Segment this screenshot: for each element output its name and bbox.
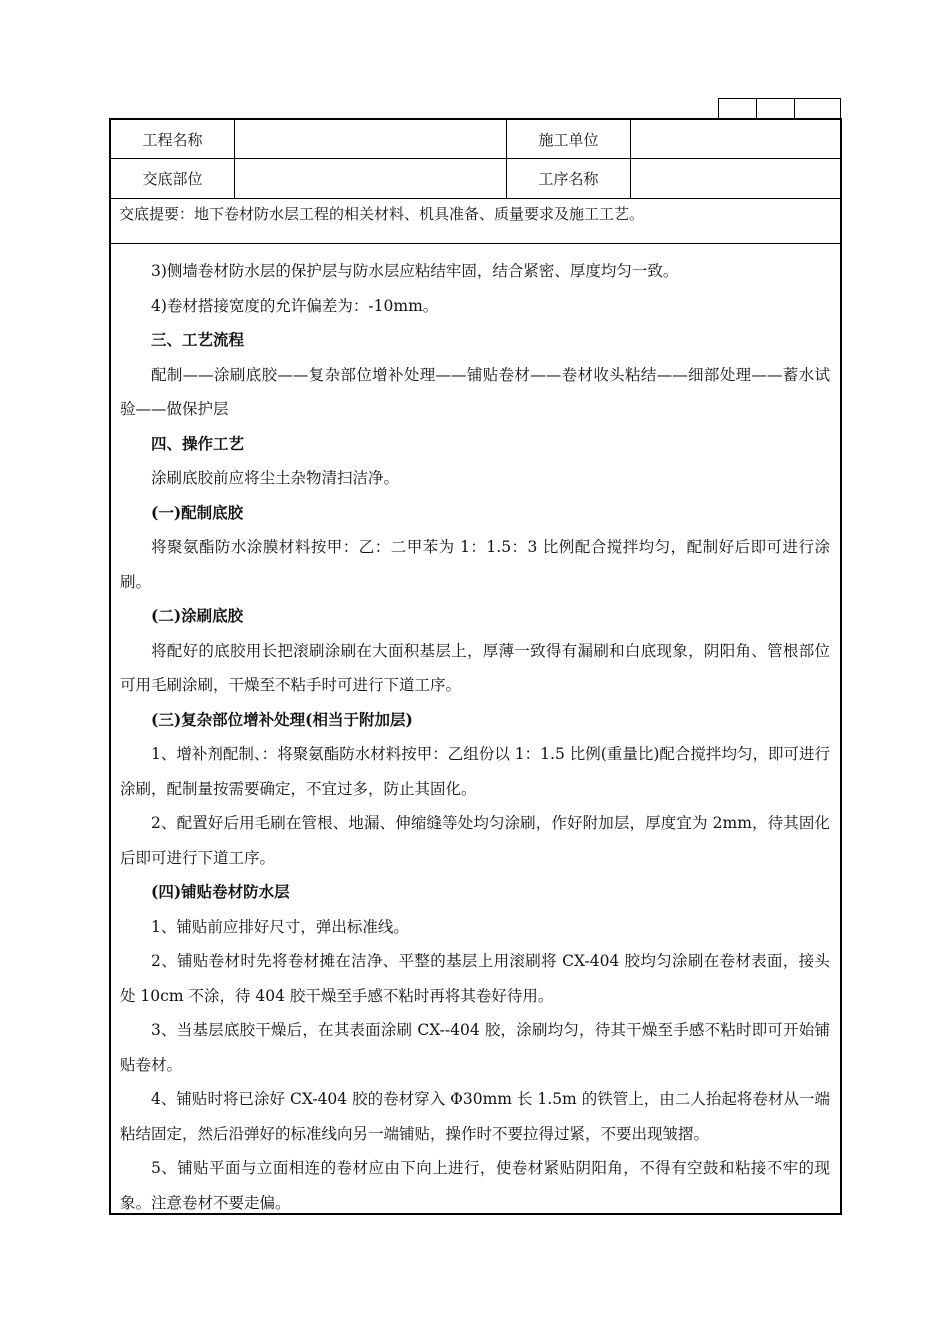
page-box bbox=[757, 99, 795, 118]
header-row-1 bbox=[111, 120, 840, 159]
briefing-part-label: 交底部位 bbox=[111, 158, 235, 198]
paragraph: 将聚氨酯防水涂膜材料按甲：乙：二甲苯为 1：1.5：3 比例配合搅拌均匀，配制好后即可进行涂刷。 bbox=[120, 538, 830, 591]
page-number-boxes bbox=[718, 98, 841, 118]
paragraph: 2、铺贴卷材时先将卷材摊在洁净、平整的基层上用滚刷将 CX-404 胶均匀涂刷在卷材表面，接头处 10cm 不涂，待 404 胶干燥至手感不粘时再将其卷好待用。 bbox=[120, 952, 830, 1005]
paragraph: 4、铺贴时将已涂好 CX-404 胶的卷材穿入 Φ30mm 长 1.5m 的铁管上，由二人抬起将卷材从一端粘结固定，然后沿弹好的标准线向另一端铺贴，操作时不要拉得过紧，不要出现皱摺。 bbox=[120, 1090, 830, 1143]
process-name-field[interactable] bbox=[631, 158, 840, 198]
paragraph: 5、铺贴平面与立面相连的卷材应由下向上进行，使卷材紧贴阴阳角，不得有空鼓和粘接不牢的现象。注意卷材不要走偏。 bbox=[120, 1159, 830, 1212]
paragraph: 2、配置好后用毛刷在管根、地漏、伸缩缝等处均匀涂刷，作好附加层，厚度宜为 2mm，待其固化后即可进行下道工序。 bbox=[120, 814, 830, 867]
section-heading: 三、工艺流程 bbox=[151, 330, 245, 349]
process-name-label: 工序名称 bbox=[507, 158, 631, 198]
paragraph: 4)卷材搭接宽度的允许偏差为：-10mm。 bbox=[151, 296, 439, 315]
subsection-heading: (四)铺贴卷材防水层 bbox=[151, 882, 290, 901]
subsection-heading: (三)复杂部位增补处理(相当于附加层) bbox=[151, 709, 413, 729]
subsection-heading: (一)配制底胶 bbox=[151, 502, 244, 522]
paragraph: 1、增补剂配制、：将聚氨酯防水材料按甲：乙组份以 1：1.5 比例(重量比)配合搅拌均匀，即可进行涂刷，配制量按需要确定，不宜过多，防止其固化。 bbox=[120, 745, 830, 798]
header-row-2 bbox=[111, 158, 840, 199]
page-box bbox=[719, 99, 757, 118]
paragraph: 1、铺贴前应排好尺寸，弹出标准线。 bbox=[151, 917, 409, 936]
subsection-heading: (二)涂刷底胶 bbox=[151, 606, 244, 625]
project-name-field[interactable] bbox=[235, 120, 507, 158]
paragraph: 涂刷底胶前应将尘土杂物清扫洁净。 bbox=[151, 469, 400, 487]
briefing-sheet bbox=[109, 118, 842, 1215]
construction-unit-field[interactable] bbox=[631, 120, 840, 158]
section-heading: 四、操作工艺 bbox=[151, 433, 245, 453]
project-name-label: 工程名称 bbox=[111, 120, 235, 158]
paragraph: 3)侧墙卷材防水层的保护层与防水层应粘结牢固，结合紧密、厚度均匀一致。 bbox=[151, 262, 679, 280]
paragraph: 配制——涂刷底胶——复杂部位增补处理——铺贴卷材——卷材收头粘结——细部处理——蓄水试验——做保护层 bbox=[120, 365, 830, 418]
construction-unit-label: 施工单位 bbox=[507, 120, 631, 158]
briefing-summary: 交底提要：地下卷材防水层工程的相关材料、机具准备、质量要求及施工工艺。 bbox=[119, 205, 645, 223]
paragraph: 3、当基层底胶干燥后，在其表面涂刷 CX--404 胶，涂刷均匀，待其干燥至手感不粘时即可开始铺贴卷材。 bbox=[120, 1021, 830, 1074]
paragraph: 将配好的底胶用长把滚刷涂刷在大面积基层上，厚薄一致得有漏刷和白底现象，阴阳角、管根部位可用毛刷涂刷，干燥至不粘手时可进行下道工序。 bbox=[120, 641, 830, 694]
briefing-part-field[interactable] bbox=[235, 158, 507, 198]
briefing-body bbox=[120, 254, 830, 1220]
summary-row bbox=[111, 198, 840, 244]
page-box bbox=[795, 99, 840, 118]
